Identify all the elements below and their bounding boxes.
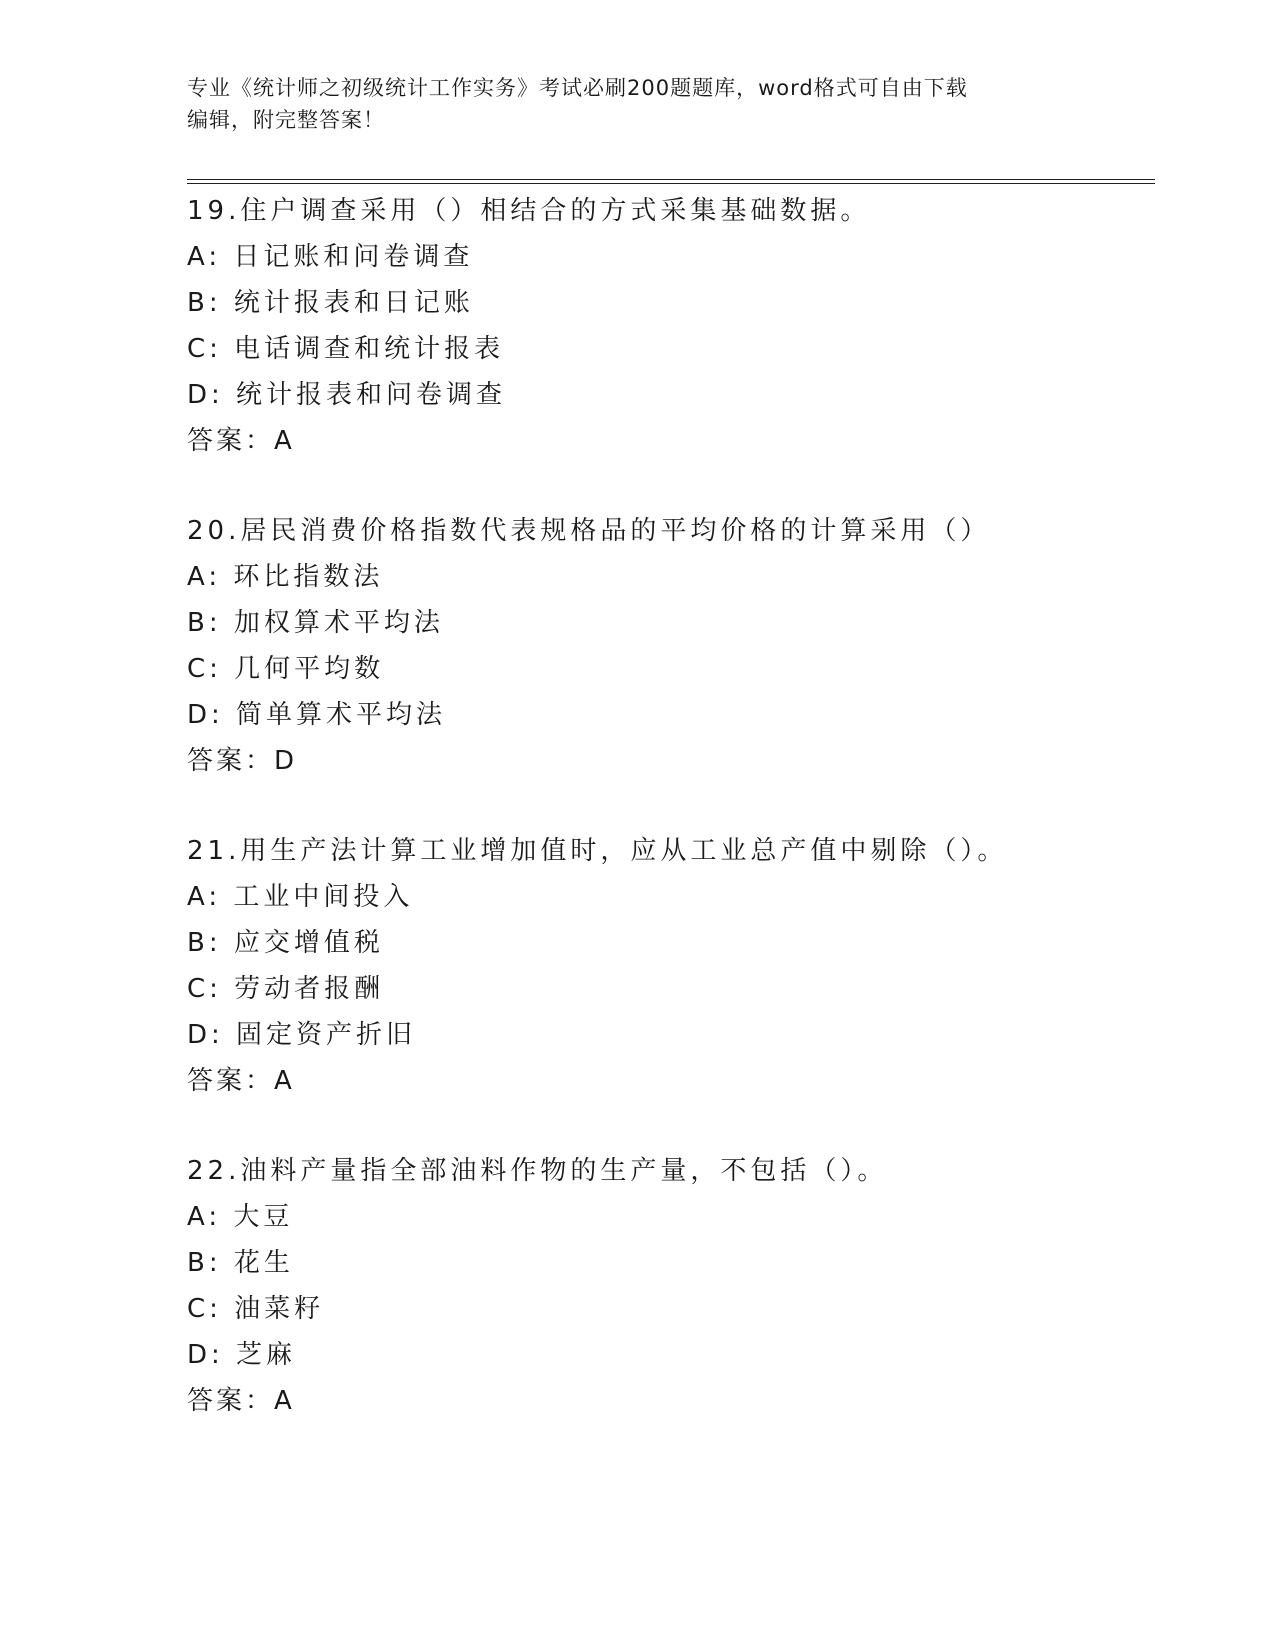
option-b: B: 花生 xyxy=(187,1248,294,1278)
answer: 答案：D xyxy=(187,746,298,776)
option-a: A: 大豆 xyxy=(187,1202,294,1232)
header-divider-top xyxy=(187,179,1155,180)
option-c: C: 电话调查和统计报表 xyxy=(187,334,505,364)
option-b: B: 统计报表和日记账 xyxy=(187,288,474,318)
question-22 xyxy=(187,1148,1155,1468)
option-b: B: 加权算术平均法 xyxy=(187,608,444,638)
option-d: D: 芝麻 xyxy=(187,1340,297,1370)
option-a: A: 工业中间投入 xyxy=(187,882,414,912)
option-b: B: 应交增值税 xyxy=(187,928,384,958)
question-list xyxy=(187,188,1155,1468)
answer: 答案：A xyxy=(187,1066,295,1096)
question-21 xyxy=(187,828,1155,1148)
header-line-1: 专业《统计师之初级统计工作实务》考试必刷200题题库，word格式可自由下载 xyxy=(187,76,968,100)
option-a: A: 日记账和问卷调查 xyxy=(187,242,474,272)
document-header xyxy=(187,72,1087,136)
option-d: D: 统计报表和问卷调查 xyxy=(187,380,507,410)
question-stem: 22.油料产量指全部油料作物的生产量，不包括（）。 xyxy=(187,1156,888,1186)
header-divider-bottom xyxy=(187,183,1155,184)
answer: 答案：A xyxy=(187,1386,295,1416)
option-c: C: 油菜籽 xyxy=(187,1294,325,1324)
option-c: C: 几何平均数 xyxy=(187,654,385,684)
question-20 xyxy=(187,508,1155,828)
question-stem: 20.居民消费价格指数代表规格品的平均价格的计算采用（） xyxy=(187,516,991,546)
answer: 答案：A xyxy=(187,426,295,456)
option-d: D: 简单算术平均法 xyxy=(187,700,447,730)
option-c: C: 劳动者报酬 xyxy=(187,974,385,1004)
header-line-2: 编辑，附完整答案！ xyxy=(187,108,385,132)
question-stem: 21.用生产法计算工业增加值时，应从工业总产值中剔除（）。 xyxy=(187,836,1008,866)
option-a: A: 环比指数法 xyxy=(187,562,384,592)
question-19 xyxy=(187,188,1155,508)
option-d: D: 固定资产折旧 xyxy=(187,1020,417,1050)
question-stem: 19.住户调查采用（）相结合的方式采集基础数据。 xyxy=(187,196,871,226)
